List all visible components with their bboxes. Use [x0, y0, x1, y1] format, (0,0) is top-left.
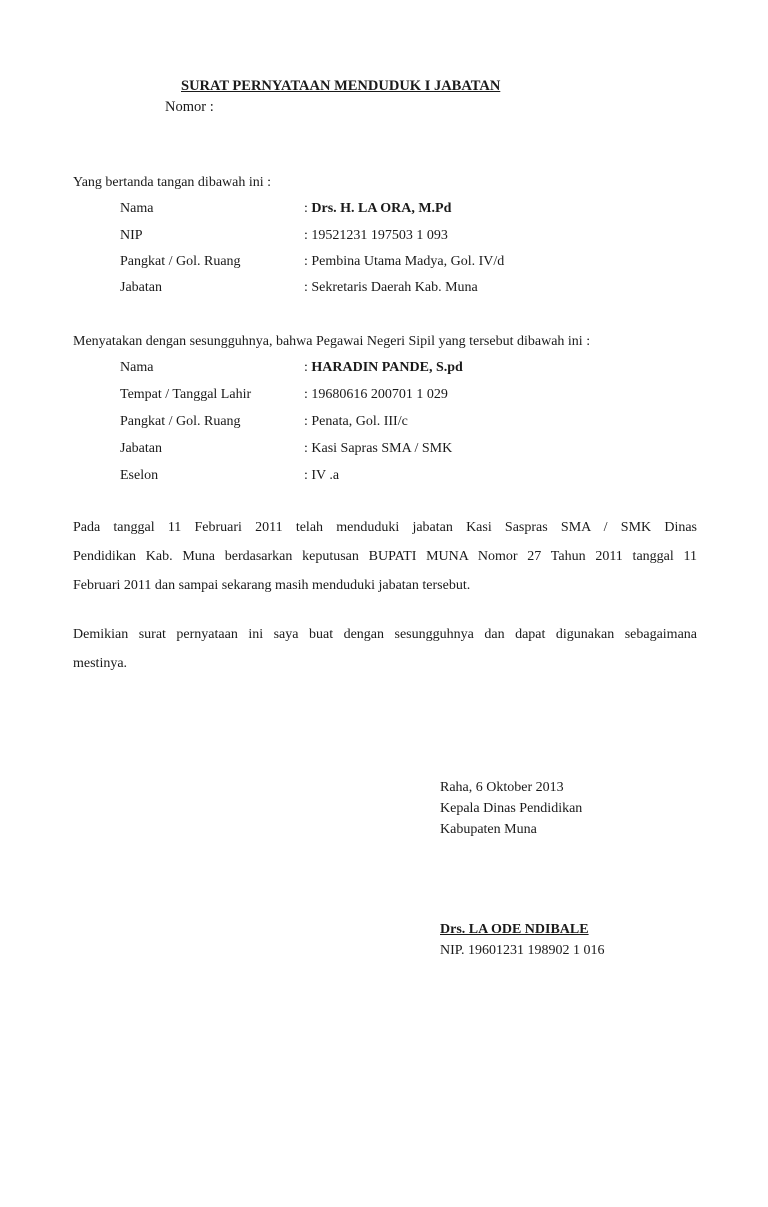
signer-name: Drs. LA ODE NDIBALE	[440, 922, 589, 937]
paragraph-line: Februari 2011 dan sampai sekarang masih menduduki jabatan tersebut.	[73, 578, 471, 593]
employee-echelon: IV .a	[311, 468, 340, 483]
signer-position-line2: Kabupaten Muna	[440, 822, 537, 837]
signatory-position: Sekretaris Daerah Kab. Muna	[311, 280, 478, 295]
employee-rank: Penata, Gol. III/c	[311, 414, 408, 429]
intro-text: Yang bertanda tangan dibawah ini :	[73, 175, 272, 190]
employee-birth-value: : 19680616 200701 1 029	[304, 387, 448, 402]
employee-name: HARADIN PANDE, S.pd	[311, 360, 463, 375]
signatory-rank: Pembina Utama Madya, Gol. IV/d	[311, 254, 505, 269]
signer-position-line1: Kepala Dinas Pendidikan	[440, 801, 583, 816]
employee-position-label: Jabatan	[120, 441, 162, 456]
signatory-nip: 19521231 197503 1 093	[311, 228, 448, 243]
signatory-position-label: Jabatan	[120, 280, 162, 295]
signatory-rank-value: : Pembina Utama Madya, Gol. IV/d	[304, 254, 505, 269]
paragraph-line: Demikian surat pernyataan ini saya buat dengan sesungguhnya dan dapat digunakan sebagaimana	[73, 627, 697, 642]
employee-rank-value: : Penata, Gol. III/c	[304, 414, 408, 429]
employee-position: Kasi Sapras SMA / SMK	[311, 441, 453, 456]
nomor-label: Nomor :	[165, 99, 214, 115]
statement-paragraph	[73, 513, 697, 600]
signatory-name-value: : Drs. H. LA ORA, M.Pd	[304, 201, 452, 216]
place-date: Raha, 6 Oktober 2013	[440, 780, 564, 795]
employee-name-value: : HARADIN PANDE, S.pd	[304, 360, 463, 375]
signer-nip: NIP. 19601231 198902 1 016	[440, 943, 605, 958]
document-title: SURAT PERNYATAAN MENDUDUK I JABATAN	[181, 78, 501, 94]
signatory-nip-value: : 19521231 197503 1 093	[304, 228, 448, 243]
signatory-rank-label: Pangkat / Gol. Ruang	[120, 254, 241, 269]
signatory-name-label: Nama	[120, 201, 154, 216]
employee-name-label: Nama	[120, 360, 154, 375]
closing-paragraph	[73, 620, 697, 678]
employee-echelon-label: Eselon	[120, 468, 159, 483]
signatory-nip-label: NIP	[120, 228, 143, 243]
employee-birth: 19680616 200701 1 029	[311, 387, 448, 402]
paragraph-line: mestinya.	[73, 656, 128, 671]
statement-intro: Menyatakan dengan sesungguhnya, bahwa Pegawai Negeri Sipil yang tersebut dibawah ini :	[73, 334, 591, 349]
employee-position-value: : Kasi Sapras SMA / SMK	[304, 441, 453, 456]
paragraph-line: Pada tanggal 11 Februari 2011 telah menduduki jabatan Kasi Saspras SMA / SMK Dinas	[73, 520, 697, 535]
employee-echelon-value: : IV .a	[304, 468, 340, 483]
employee-birth-label: Tempat / Tanggal Lahir	[120, 387, 252, 402]
paragraph-line: Pendidikan Kab. Muna berdasarkan keputusan BUPATI MUNA Nomor 27 Tahun 2011 tanggal 11	[73, 549, 697, 564]
signatory-name: Drs. H. LA ORA, M.Pd	[311, 201, 452, 216]
signatory-position-value: : Sekretaris Daerah Kab. Muna	[304, 280, 478, 295]
employee-rank-label: Pangkat / Gol. Ruang	[120, 414, 241, 429]
